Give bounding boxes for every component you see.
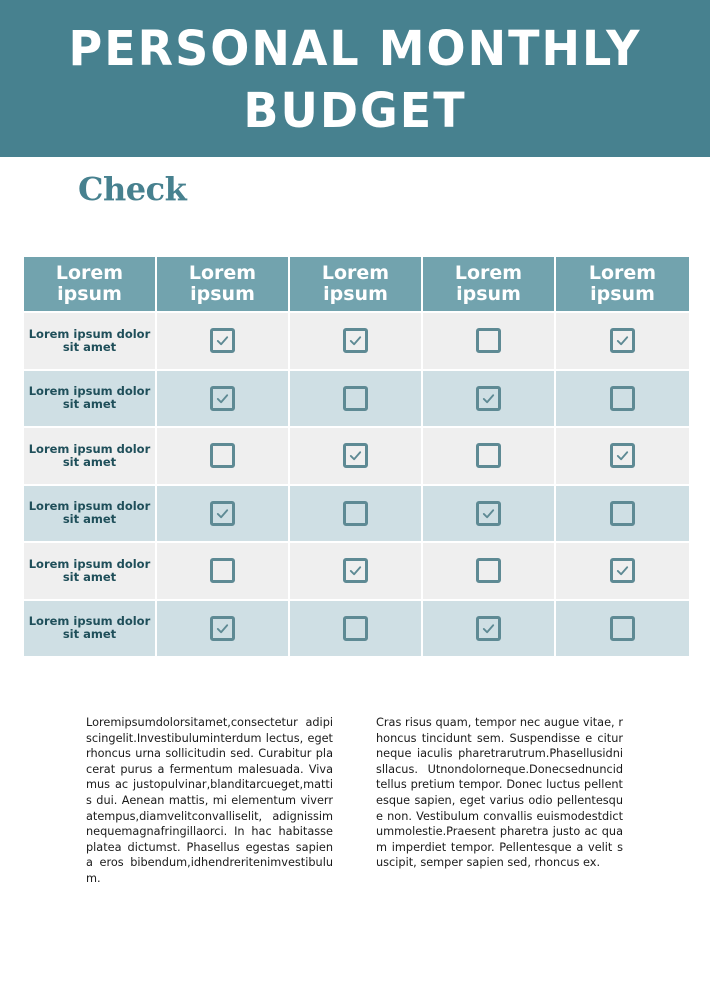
checkbox-checked[interactable] xyxy=(210,501,235,526)
row-label-line-1: Lorem ipsum dolor xyxy=(28,499,151,514)
row-label xyxy=(24,313,157,371)
table-cell xyxy=(157,543,290,601)
table-cell xyxy=(556,601,689,659)
column-header-line-1: Lorem xyxy=(55,262,124,284)
table-cell xyxy=(157,601,290,659)
row-label-line-1: Lorem ipsum dolor xyxy=(28,556,151,571)
column-header-line-1: Lorem xyxy=(321,262,390,284)
column-header xyxy=(24,257,157,313)
checkbox-checked[interactable] xyxy=(476,501,501,526)
checkbox-checked[interactable] xyxy=(343,328,368,353)
checkmark-icon xyxy=(215,621,230,636)
checkbox-checked[interactable] xyxy=(476,616,501,641)
table-cell xyxy=(556,486,689,544)
table-cell xyxy=(556,428,689,486)
table-cell xyxy=(157,428,290,486)
row-label-line-2: sit amet xyxy=(62,397,117,412)
checkmark-icon xyxy=(481,621,496,636)
row-label-line-1: Lorem ipsum dolor xyxy=(28,441,151,456)
column-header-line-2: ipsum xyxy=(57,283,122,305)
checkbox-unchecked[interactable] xyxy=(476,558,501,583)
checkmark-icon xyxy=(615,563,630,578)
checkbox-checked[interactable] xyxy=(343,443,368,468)
checkbox-unchecked[interactable] xyxy=(210,443,235,468)
table-cell xyxy=(423,428,556,486)
checkbox-unchecked[interactable] xyxy=(210,558,235,583)
table-cell xyxy=(423,371,556,429)
checkmark-icon xyxy=(215,506,230,521)
checkmark-icon xyxy=(348,448,363,463)
column-header-line-1: Lorem xyxy=(188,262,257,284)
checkbox-unchecked[interactable] xyxy=(343,501,368,526)
section-heading: Check xyxy=(78,170,187,208)
row-label-line-2: sit amet xyxy=(62,569,117,584)
checkbox-unchecked[interactable] xyxy=(343,386,368,411)
checkbox-checked[interactable] xyxy=(610,443,635,468)
column-header xyxy=(556,257,689,313)
column-header xyxy=(423,257,556,313)
checkbox-checked[interactable] xyxy=(610,328,635,353)
checkbox-unchecked[interactable] xyxy=(476,328,501,353)
page-title-line-2: BUDGET xyxy=(243,81,467,138)
table-cell xyxy=(157,313,290,371)
row-label xyxy=(24,428,157,486)
checkbox-unchecked[interactable] xyxy=(476,443,501,468)
table-cell xyxy=(290,543,423,601)
checkmark-icon xyxy=(215,333,230,348)
table-cell xyxy=(290,601,423,659)
checkbox-unchecked[interactable] xyxy=(610,386,635,411)
checkbox-checked[interactable] xyxy=(210,616,235,641)
table-cell xyxy=(290,428,423,486)
checkbox-checked[interactable] xyxy=(210,328,235,353)
page-title-line-1: PERSONAL MONTHLY xyxy=(68,19,642,76)
checkbox-checked[interactable] xyxy=(210,386,235,411)
row-label xyxy=(24,371,157,429)
row-label-line-2: sit amet xyxy=(62,627,117,642)
table-cell xyxy=(423,601,556,659)
checkmark-icon xyxy=(615,448,630,463)
checkbox-unchecked[interactable] xyxy=(610,501,635,526)
table-cell xyxy=(423,313,556,371)
table-cell xyxy=(556,313,689,371)
checkbox-checked[interactable] xyxy=(610,558,635,583)
row-label xyxy=(24,601,157,659)
column-header-line-1: Lorem xyxy=(454,262,523,284)
column-header-line-1: Lorem xyxy=(588,262,657,284)
table-cell xyxy=(290,486,423,544)
table-cell xyxy=(157,486,290,544)
body-paragraph-right: Cras risus quam, tempor nec augue vitae, rhoncus tincidunt sem. Suspendisse e citur neque iaculis pharetrarutrum.Phasellusidnisllacus. Utnondolorneque.Donecsednuncid tellus pretium tempor. Donec luctus pellentesque sapien, eget varius odio pellentesque non. Vestibulum convallis euismodestdictummolestie.Praesent pharetra justo ac quam imperdiet tempor. Pellentesque a velit suscipit, semper sapien sed, rhoncus ex. xyxy=(376,716,623,870)
checkbox-checked[interactable] xyxy=(343,558,368,583)
row-label-line-2: sit amet xyxy=(62,454,117,469)
table-cell xyxy=(423,543,556,601)
table-cell xyxy=(556,543,689,601)
checkmark-icon xyxy=(348,333,363,348)
checkmark-icon xyxy=(348,563,363,578)
table-cell xyxy=(556,371,689,429)
row-label-line-1: Lorem ipsum dolor xyxy=(28,614,151,629)
row-label-line-1: Lorem ipsum dolor xyxy=(28,326,151,341)
table-cell xyxy=(157,371,290,429)
title-banner xyxy=(0,0,710,157)
checkmark-icon xyxy=(481,506,496,521)
row-label-line-1: Lorem ipsum dolor xyxy=(28,384,151,399)
column-header-line-2: ipsum xyxy=(323,283,388,305)
checkmark-icon xyxy=(615,333,630,348)
column-header-line-2: ipsum xyxy=(590,283,655,305)
column-header-line-2: ipsum xyxy=(190,283,255,305)
table-cell xyxy=(423,486,556,544)
body-paragraph-left: Loremipsumdolorsitamet,consectetur adipiscingelit.Investibuluminterdum lectus, eget rhoncus urna sollicitudin sed. Curabitur placerat purus a fermentum malesuada. Vivamus ac justopulvinar,blanditarcueget,mattis dui. Aenean mattis, mi elementum viverratempus,diamvelitconvalliselit, adignissimnequemagnafringillaorci. In hac habitasse platea dictumst. Phasellus egestas sapien a eros bibendum,idhendreritenimvestibulum. xyxy=(86,716,333,885)
checkmark-icon xyxy=(481,391,496,406)
checkmark-icon xyxy=(215,391,230,406)
row-label-line-2: sit amet xyxy=(62,512,117,527)
row-label xyxy=(24,543,157,601)
check-table xyxy=(24,257,689,658)
checkbox-unchecked[interactable] xyxy=(610,616,635,641)
row-label-line-2: sit amet xyxy=(62,339,117,354)
table-cell xyxy=(290,313,423,371)
checkbox-checked[interactable] xyxy=(476,386,501,411)
checkbox-unchecked[interactable] xyxy=(343,616,368,641)
column-header-line-2: ipsum xyxy=(456,283,521,305)
row-label xyxy=(24,486,157,544)
column-header xyxy=(157,257,290,313)
table-cell xyxy=(290,371,423,429)
column-header xyxy=(290,257,423,313)
